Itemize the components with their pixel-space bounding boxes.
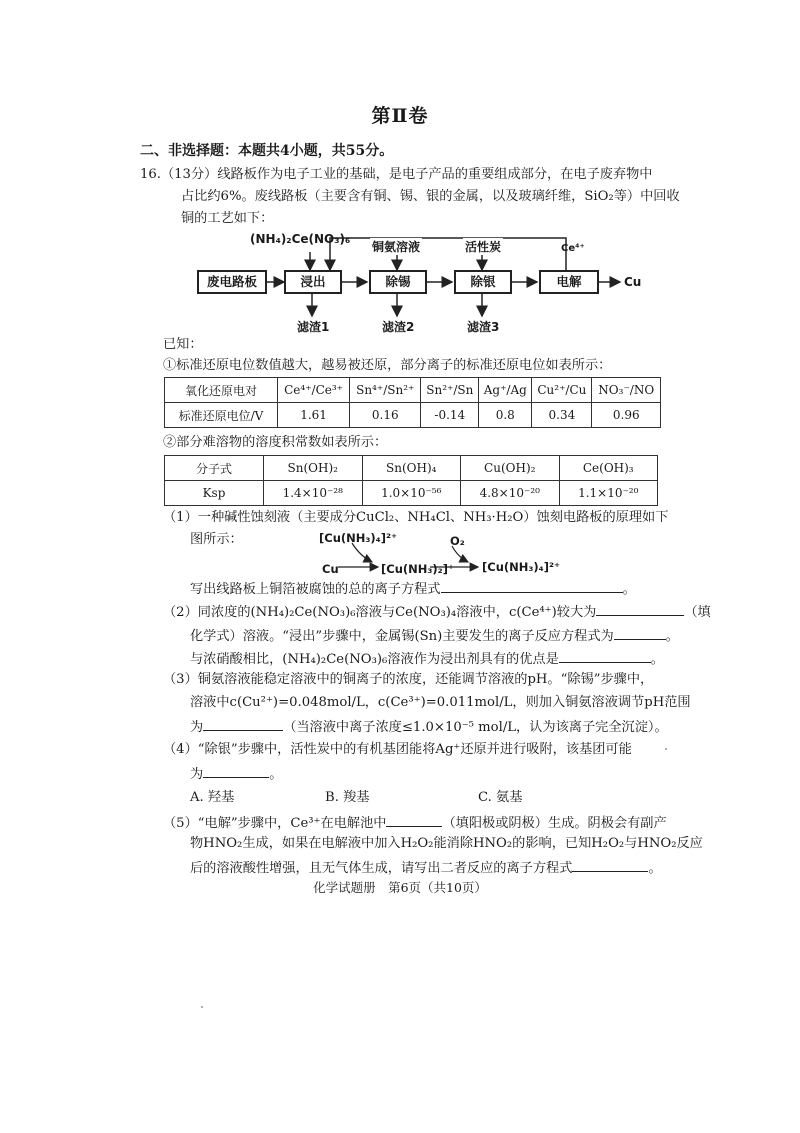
table-cell: 氧化还原电对 — [165, 378, 278, 403]
answer-blank-2c[interactable] — [559, 648, 651, 663]
table-cell: Ce⁴⁺/Ce³⁺ — [278, 378, 350, 403]
answer-blank-1[interactable] — [441, 578, 623, 593]
table-cell: Sn⁴⁺/Sn²⁺ — [350, 378, 421, 403]
answer-blank-5b[interactable] — [572, 857, 648, 872]
part2-prompt-e: 与浓硝酸相比，(NH₄)₂Ce(NO₃)₆溶液作为浸出剂具有的优点是 — [190, 652, 559, 667]
q16-line1: 16.（13分）线路板作为电子工业的基础，是电子产品的重要组成部分，在电子废弃物中 — [140, 167, 653, 182]
part1-end: 。 — [622, 582, 636, 597]
part4-line1: （4）“除银”步骤中，活性炭中的有机基团能将Ag⁺还原并进行吸附，该基团可能 — [163, 742, 632, 757]
part3-prompt-a: 为 — [190, 720, 204, 735]
part3-line2: 溶液中c(Cu²⁺)=0.048mol/L，c(Ce³⁺)=0.011mol/L，则加入铜氨溶液调节pH范围 — [190, 695, 691, 710]
box-tin-removal: 除锡 — [369, 270, 427, 294]
q16-line2: 占比约6%。废线路板（主要含有铜、锡、银的金属，以及玻璃纤维，SiO₂等）中回收 — [181, 189, 680, 204]
answer-blank-4[interactable] — [203, 763, 269, 778]
reagent-copper-ammonia: 铜氨溶液 — [372, 240, 421, 254]
scheme-intermediate: [Cu(NH₃)₂]⁺ — [381, 562, 455, 576]
part2-prompt-d: 。 — [665, 629, 679, 644]
part4-prompt-b: 。 — [269, 767, 283, 782]
table-cell: Sn²⁺/Sn — [421, 378, 479, 403]
table-cell: Ksp — [165, 481, 264, 506]
part1-line3 — [190, 578, 636, 600]
part3-prompt-b: （当溶液中离子浓度≤1.0×10⁻⁵ mol/L，认为该离子完全沉淀）。 — [283, 720, 668, 735]
part2-prompt-a: （2）同浓度的(NH₄)₂Ce(NO₃)₆溶液与Ce(NO₃)₄溶液中，c(Ce⁴⁺)较大为 — [163, 605, 597, 620]
part5-prompt-b: （填阳极或阴极）生成。阴极会有副产 — [442, 816, 667, 831]
scheme-reagent-top: [Cu(NH₃)₄]²⁺ — [319, 531, 398, 545]
scan-speck — [201, 1006, 203, 1008]
box-waste-board: 废电路板 — [197, 270, 267, 294]
part1-line2: 图所示： — [190, 532, 243, 547]
note-2: ②部分难溶物的溶度积常数如表所示： — [163, 435, 388, 450]
table-cell: Ag⁺/Ag — [479, 378, 532, 403]
scheme-cu: Cu — [322, 562, 339, 576]
part4-prompt-a: 为 — [190, 767, 204, 782]
table-cell: 4.8×10⁻²⁰ — [461, 481, 560, 506]
page-footer: 化学试题册 第6页（共10页） — [313, 880, 487, 895]
scheme-oxygen: O₂ — [450, 534, 465, 548]
part5-line3 — [190, 857, 662, 879]
part2-prompt-f: 。 — [650, 652, 664, 667]
residue-3: 滤渣3 — [467, 320, 500, 334]
table-cell: 0.96 — [592, 403, 661, 428]
part2-prompt-b: （填 — [684, 605, 711, 620]
table-cell: Sn(OH)₂ — [264, 456, 363, 481]
option-c[interactable]: C. 氨基 — [478, 790, 523, 805]
option-b[interactable]: B. 羧基 — [325, 790, 370, 805]
part5-prompt-c: 后的溶液酸性增强，且无气体生成，请写出二者反应的离子方程式 — [190, 861, 573, 876]
part5-prompt-a: （5）“电解”步骤中，Ce³⁺在电解池中 — [163, 816, 387, 831]
box-electrolysis: 电解 — [539, 270, 599, 294]
part2-prompt-c: 化学式）溶液。“浸出”步骤中，金属锡(Sn)主要发生的离子反应方程式为 — [190, 629, 614, 644]
q16-line3: 铜的工艺如下： — [181, 211, 274, 226]
recycle-label: Ce⁴⁺ — [561, 243, 585, 254]
table-cell: 分子式 — [165, 456, 264, 481]
option-a[interactable]: A. 羟基 — [190, 790, 235, 805]
part2-line3 — [190, 648, 664, 670]
scan-speck — [665, 748, 667, 750]
box-silver-removal: 除银 — [454, 270, 512, 294]
table-cell: Cu(OH)₂ — [461, 456, 560, 481]
box-leaching: 浸出 — [284, 270, 342, 294]
page-title: 第Ⅱ卷 — [371, 105, 429, 127]
reagent-activated-carbon: 活性炭 — [465, 240, 502, 254]
residue-2: 滤渣2 — [382, 320, 415, 334]
table-cell: 标准还原电位/V — [165, 403, 278, 428]
part2-line2 — [190, 625, 679, 647]
part3-line3 — [190, 716, 668, 738]
part3-line1: （3）铜氨溶液能稳定溶液中的铜离子的浓度，还能调节溶液的pH。“除锡”步骤中， — [163, 672, 654, 687]
table-cell: Sn(OH)₄ — [362, 456, 461, 481]
table-cell: -0.14 — [421, 403, 479, 428]
table-cell: NO₃⁻/NO — [592, 378, 661, 403]
table-cell: 0.34 — [532, 403, 592, 428]
section-heading: 二、非选择题：本题共4小题，共55分。 — [140, 143, 394, 159]
part1-line1: （1）一种碱性蚀刻液（主要成分CuCl₂、NH₄Cl、NH₃·H₂O）蚀刻电路板的原理如下 — [163, 510, 669, 525]
part4-line2 — [190, 763, 282, 785]
table-cell: 1.61 — [278, 403, 350, 428]
answer-blank-3[interactable] — [203, 716, 283, 731]
product-cu: Cu — [624, 275, 642, 289]
known-label: 已知： — [163, 337, 203, 352]
table-cell: Ce(OH)₃ — [559, 456, 658, 481]
scheme-product: [Cu(NH₃)₄]²⁺ — [482, 560, 561, 574]
answer-blank-5a[interactable] — [386, 812, 442, 827]
residue-1: 滤渣1 — [297, 320, 330, 334]
part5-line2: 物HNO₂生成，如果在电解液中加入H₂O₂能消除HNO₂的影响，已知H₂O₂与HNO₂反应 — [190, 836, 703, 851]
table-cell: 0.8 — [479, 403, 532, 428]
table-cell: 1.1×10⁻²⁰ — [559, 481, 658, 506]
answer-blank-2a[interactable] — [596, 601, 684, 616]
table-cell: 1.4×10⁻²⁸ — [264, 481, 363, 506]
part5-line1 — [163, 812, 667, 834]
answer-blank-2b[interactable] — [614, 625, 666, 640]
reagent-ammonium-ceric-nitrate: (NH₄)₂Ce(NO₃)₆ — [250, 232, 351, 246]
part5-prompt-d: 。 — [648, 861, 662, 876]
table-cell: 0.16 — [350, 403, 421, 428]
table-cell: 1.0×10⁻⁵⁶ — [362, 481, 461, 506]
note-1: ①标准还原电位数值越大，越易被还原，部分离子的标准还原电位如表所示： — [163, 358, 612, 373]
part1-prompt: 写出线路板上铜箔被腐蚀的总的离子方程式 — [190, 582, 441, 597]
part2-line1 — [163, 601, 711, 623]
table-cell: Cu²⁺/Cu — [532, 378, 592, 403]
